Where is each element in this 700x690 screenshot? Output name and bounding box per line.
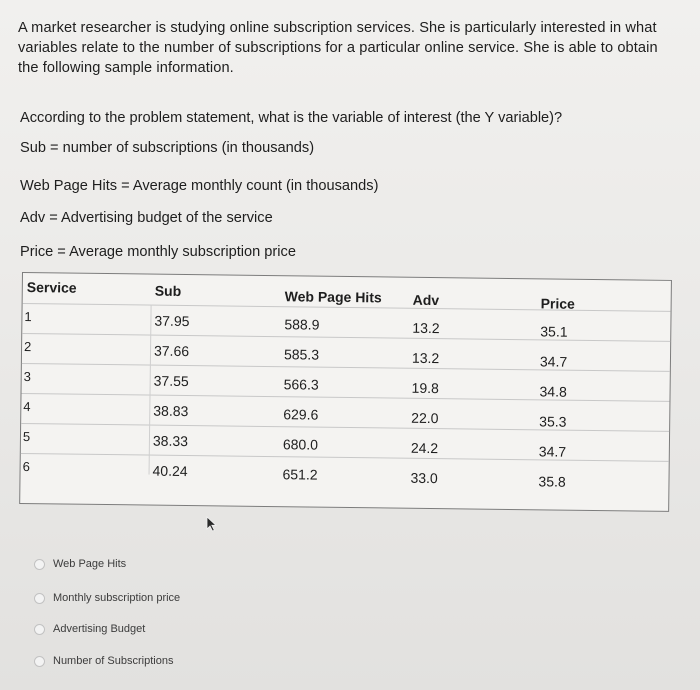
option-label: Number of Subscriptions: [53, 655, 174, 667]
question-prompt: According to the problem statement, what is the variable of interest (the Y variable)?: [20, 110, 563, 126]
cell-service-5: 5: [22, 429, 31, 445]
question-text: A market researcher is studying online subscription services. She is particularly interested in what variables relate to the number of subscriptions for a particular online service. She is able to obtain the following sample information.: [18, 20, 658, 76]
cell-service-4: 4: [23, 399, 31, 415]
cell-sub-3: 37.55: [153, 372, 189, 390]
cell-price-5: 34.7: [538, 443, 567, 460]
option-monthly-subscription-price[interactable]: [34, 589, 180, 607]
radio-button[interactable]: [34, 624, 45, 635]
header-sub: Sub: [154, 282, 182, 299]
row-divider: [22, 393, 670, 402]
option-number-of-subscriptions[interactable]: [34, 652, 173, 670]
header-web-page-hits: Web Page Hits: [284, 288, 382, 306]
cell-price-3: 34.8: [539, 383, 567, 400]
cell-hits-6: 651.2: [282, 466, 318, 483]
cell-sub-5: 38.33: [152, 432, 189, 450]
option-label: Web Page Hits: [53, 558, 127, 570]
definition-web-page-hits: Web Page Hits = Average monthly count (in thousands): [20, 178, 379, 194]
radio-button[interactable]: [34, 559, 45, 570]
option-label: Monthly subscription price: [53, 592, 181, 604]
cell-service-2: 2: [23, 339, 32, 355]
cell-price-1: 35.1: [540, 323, 568, 340]
definition-adv: Adv = Advertising budget of the service: [20, 210, 273, 226]
radio-button[interactable]: [34, 593, 45, 604]
option-web-page-hits[interactable]: [34, 555, 126, 573]
header-adv: Adv: [412, 291, 440, 309]
header-price: Price: [540, 295, 576, 312]
cell-sub-4: 38.83: [153, 402, 189, 420]
cell-adv-6: 33.0: [410, 469, 438, 487]
cell-hits-5: 680.0: [282, 436, 319, 453]
cell-adv-5: 24.2: [410, 439, 439, 457]
mouse-cursor-icon: [206, 516, 218, 532]
row-divider: [21, 423, 669, 432]
data-table: [19, 272, 672, 512]
cell-sub-1: 37.95: [154, 312, 190, 330]
cell-adv-4: 22.0: [411, 409, 439, 427]
column-divider: [149, 305, 152, 475]
cell-price-4: 35.3: [539, 413, 567, 430]
cell-hits-4: 629.6: [283, 406, 319, 423]
radio-button[interactable]: [34, 656, 45, 667]
cell-price-2: 34.7: [539, 353, 568, 370]
option-label: Advertising Budget: [53, 623, 146, 635]
cell-sub-6: 40.24: [152, 462, 188, 480]
cell-adv-2: 13.2: [411, 349, 440, 367]
header-service: Service: [26, 279, 77, 296]
cell-hits-2: 585.3: [283, 346, 320, 363]
row-divider: [22, 363, 670, 372]
cell-sub-2: 37.66: [153, 342, 190, 360]
cell-hits-1: 588.9: [284, 316, 320, 333]
row-divider: [21, 453, 669, 462]
definition-price: Price = Average monthly subscription price: [20, 244, 296, 260]
cell-service-6: 6: [22, 459, 30, 475]
cell-adv-1: 13.2: [412, 319, 440, 337]
cell-price-6: 35.8: [538, 473, 566, 490]
cell-service-3: 3: [23, 369, 32, 385]
definition-sub: Sub = number of subscriptions (in thousands): [20, 140, 315, 156]
cell-hits-3: 566.3: [283, 376, 319, 393]
row-divider: [22, 333, 670, 342]
option-advertising-budget[interactable]: [34, 620, 145, 638]
cell-service-1: 1: [24, 309, 32, 325]
cell-adv-3: 19.8: [411, 379, 439, 397]
